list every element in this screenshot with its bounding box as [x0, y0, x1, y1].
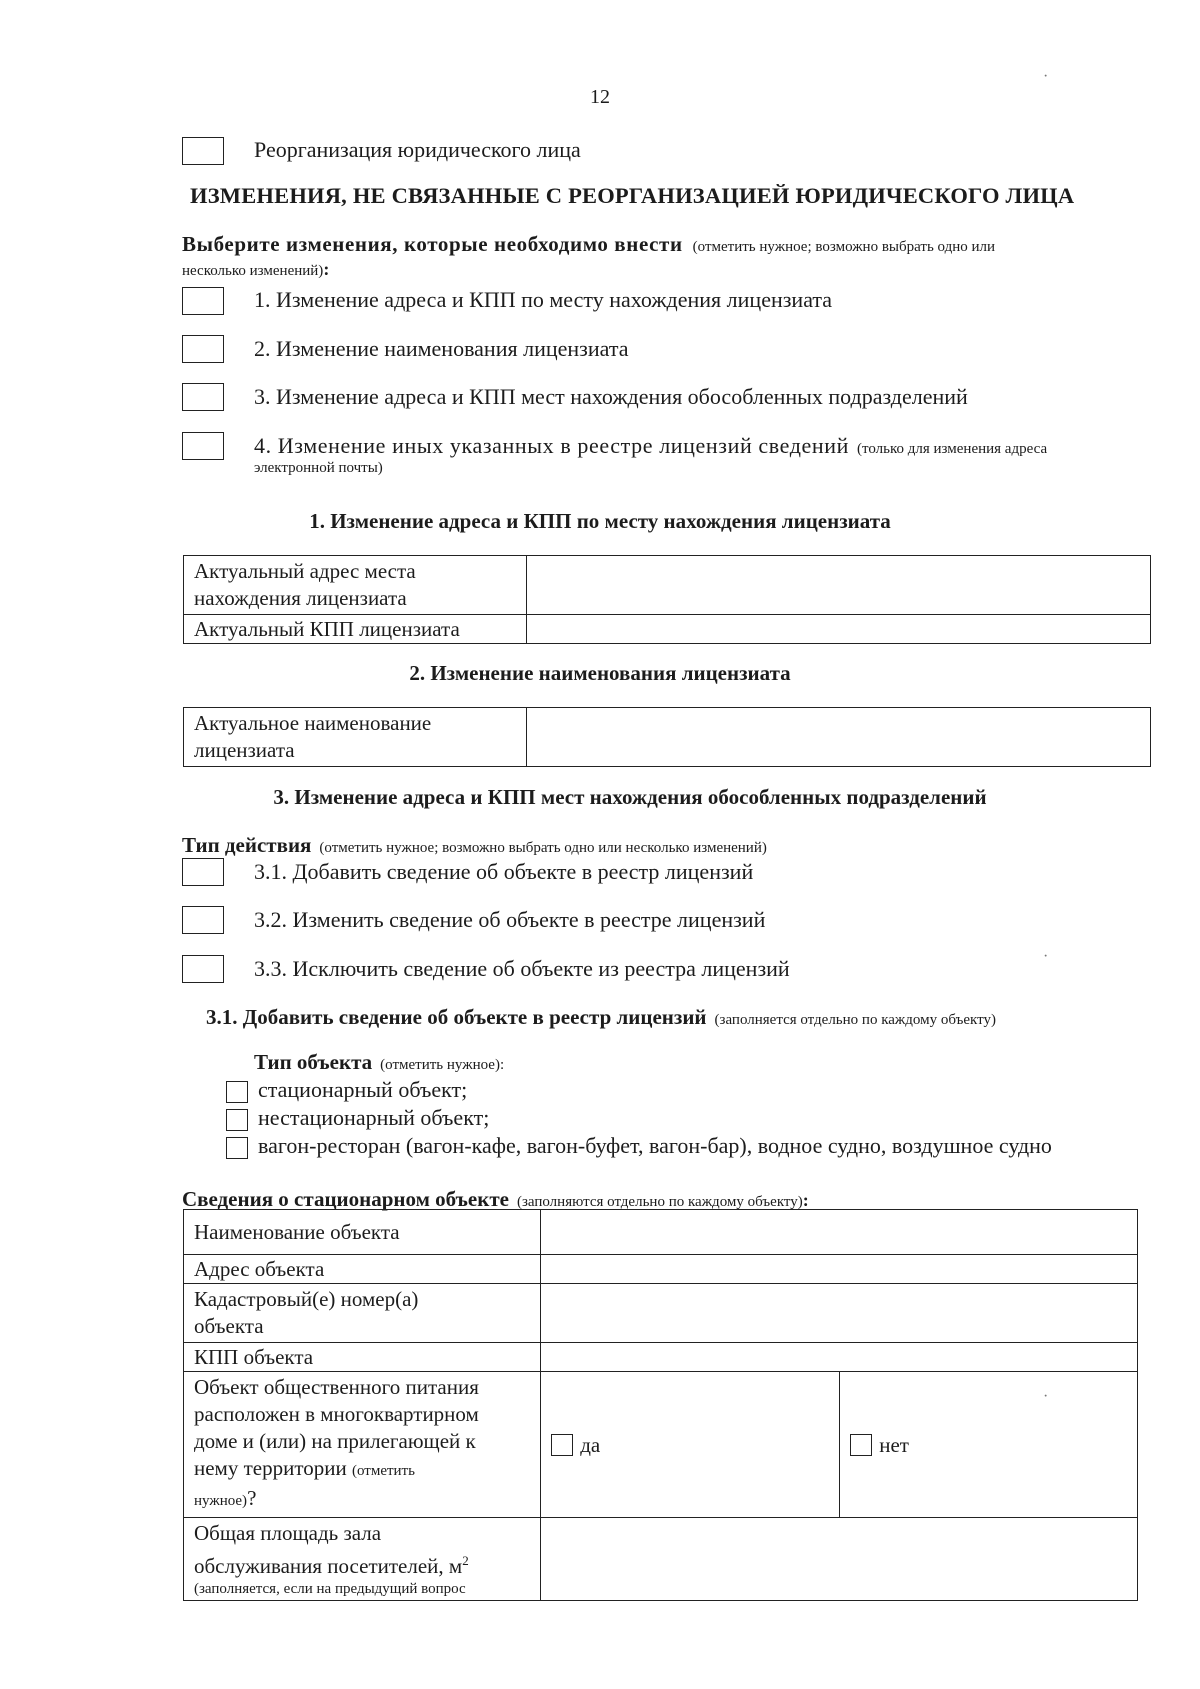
scan-speck: ·: [1043, 68, 1049, 85]
name-label-line2: лицензиата: [194, 738, 295, 762]
stationary-title: Сведения о стационарном объекте: [182, 1187, 509, 1211]
type-nonstationary-checkbox[interactable]: [226, 1109, 248, 1131]
cadastral-line1: Кадастровый(е) номер(а): [194, 1287, 419, 1311]
object-kpp-label: КПП объекта: [184, 1343, 541, 1372]
section1-table: [183, 555, 1151, 644]
mkd-question-mark: ?: [247, 1486, 257, 1510]
select-changes-colon: :: [323, 259, 330, 279]
mkd-line4: нему территории: [194, 1456, 347, 1480]
mkd-no-cell: [840, 1372, 1138, 1518]
table-row: [184, 1210, 1138, 1255]
action-3-checkbox[interactable]: [182, 955, 224, 983]
name-value-cell[interactable]: [527, 708, 1151, 767]
change-4-checkbox[interactable]: [182, 432, 224, 460]
change-2-label: 2. Изменение наименования лицензиата: [254, 336, 629, 361]
stationary-table: [183, 1209, 1138, 1601]
change-4-line: [254, 433, 1047, 459]
change-2-checkbox[interactable]: [182, 335, 224, 363]
mkd-yes-checkbox[interactable]: [551, 1434, 573, 1456]
scan-speck: ·: [1043, 1388, 1049, 1405]
address-label-line2: нахождения лицензиата: [194, 586, 407, 610]
object-type-line: [254, 1050, 504, 1075]
mkd-yes-label: да: [580, 1432, 601, 1457]
kpp-value-cell[interactable]: [527, 615, 1151, 644]
object-address-value[interactable]: [541, 1255, 1138, 1284]
table-row: [184, 1284, 1138, 1343]
mkd-yes-cell: [541, 1372, 840, 1518]
table-row: [184, 556, 1151, 615]
area-line1: Общая площадь зала: [194, 1521, 382, 1545]
action-type-note: (отметить нужное; возможно выбрать одно или несколько изменений): [319, 840, 767, 856]
stationary-note: (заполняются отдельно по каждому объекту): [516, 1194, 803, 1210]
change-4-label: 4. Изменение иных указанных в реестре лицензий сведений: [254, 433, 849, 458]
table-row: [184, 615, 1151, 644]
action-2-label: 3.2. Изменить сведение об объекте в реестре лицензий: [254, 907, 766, 932]
object-name-label: Наименование объекта: [184, 1210, 541, 1255]
scan-speck: ·: [1043, 948, 1049, 965]
main-heading: ИЗМЕНЕНИЯ, НЕ СВЯЗАННЫЕ С РЕОРГАНИЗАЦИЕЙ ЮРИДИЧЕСКОГО ЛИЦА: [190, 183, 1075, 208]
area-value[interactable]: [541, 1518, 1138, 1601]
mkd-no-label: нет: [879, 1432, 909, 1457]
reorg-checkbox[interactable]: [182, 137, 224, 165]
table-row: [184, 1518, 1138, 1601]
action-type-bold: Тип действия: [182, 833, 312, 857]
mkd-line5-wrap: [194, 1485, 530, 1515]
cadastral-line2: объекта: [194, 1314, 264, 1338]
action-1-checkbox[interactable]: [182, 858, 224, 886]
type-nonstationary-label: нестационарный объект;: [258, 1105, 490, 1130]
cadastral-value[interactable]: [541, 1284, 1138, 1343]
select-changes-note: (отметить нужное; возможно выбрать одно или: [692, 239, 996, 255]
name-label-cell: [184, 708, 527, 767]
area-sup: 2: [462, 1553, 469, 1568]
cadastral-label: [184, 1284, 541, 1343]
object-address-label: Адрес объекта: [184, 1255, 541, 1284]
select-changes-bold: Выберите изменения, которые необходимо внести: [182, 232, 683, 256]
table-row: [184, 708, 1151, 767]
stationary-colon: :: [802, 1190, 809, 1210]
section2-table: [183, 707, 1151, 767]
change-4-note2: электронной почты): [254, 460, 383, 476]
mkd-label: [184, 1372, 541, 1518]
name-label-line1: Актуальное наименование: [194, 711, 432, 735]
object-type-bold: Тип объекта: [254, 1050, 373, 1074]
section3-title: 3. Изменение адреса и КПП мест нахождения обособленных подразделений: [273, 785, 987, 809]
reorg-label: Реорганизация юридического лица: [254, 137, 581, 162]
action-1-label: 3.1. Добавить сведение об объекте в реестр лицензий: [254, 859, 754, 884]
table-row: [184, 1343, 1138, 1372]
area-line2-wrap: [194, 1547, 530, 1580]
change-3-label: 3. Изменение адреса и КПП мест нахождения обособленных подразделений: [254, 384, 968, 409]
action-type-line: [182, 833, 767, 858]
section31-note: (заполняется отдельно по каждому объекту): [714, 1012, 996, 1028]
change-4-note: (только для изменения адреса: [857, 441, 1048, 457]
change-1-checkbox[interactable]: [182, 287, 224, 315]
mkd-line4-wrap: [194, 1455, 530, 1485]
mkd-note2: нужное): [194, 1493, 248, 1509]
page-number: 12: [590, 86, 610, 108]
kpp-label-cell: Актуальный КПП лицензиата: [184, 615, 527, 644]
address-value-cell[interactable]: [527, 556, 1151, 615]
section31-title-line: [206, 1005, 996, 1030]
section2-title: 2. Изменение наименования лицензиата: [409, 661, 791, 685]
area-note: (заполняется, если на предыдущий вопрос: [194, 1581, 466, 1597]
action-2-checkbox[interactable]: [182, 906, 224, 934]
object-kpp-value[interactable]: [541, 1343, 1138, 1372]
type-wagon-label: вагон-ресторан (вагон-кафе, вагон-буфет, вагон-бар), водное судно, воздушное судно: [258, 1133, 1052, 1158]
select-changes-line: [182, 232, 1152, 257]
table-row: [184, 1372, 1138, 1518]
object-type-note: (отметить нужное):: [380, 1057, 505, 1073]
type-wagon-checkbox[interactable]: [226, 1137, 248, 1159]
select-changes-line2: [182, 259, 329, 280]
object-name-value[interactable]: [541, 1210, 1138, 1255]
area-line2: обслуживания посетителей, м: [194, 1554, 463, 1578]
section1-title: 1. Изменение адреса и КПП по месту нахождения лицензиата: [309, 509, 891, 533]
mkd-note1: (отметить: [351, 1463, 415, 1479]
mkd-no-checkbox[interactable]: [850, 1434, 872, 1456]
section31-title: 3.1. Добавить сведение об объекте в реестр лицензий: [206, 1005, 707, 1029]
type-stationary-label: стационарный объект;: [258, 1077, 468, 1102]
area-label: [184, 1518, 541, 1601]
mkd-line2: расположен в многоквартирном: [194, 1402, 479, 1426]
table-row: [184, 1255, 1138, 1284]
address-label-line1: Актуальный адрес места: [194, 559, 416, 583]
type-stationary-checkbox[interactable]: [226, 1081, 248, 1103]
action-3-label: 3.3. Исключить сведение об объекте из реестра лицензий: [254, 956, 790, 981]
address-label-cell: [184, 556, 527, 615]
select-changes-note2: несколько изменений): [182, 263, 324, 279]
change-1-label: 1. Изменение адреса и КПП по месту нахождения лицензиата: [254, 287, 833, 312]
change-3-checkbox[interactable]: [182, 383, 224, 411]
mkd-line1: Объект общественного питания: [194, 1375, 479, 1399]
mkd-line3: доме и (или) на прилегающей к: [194, 1429, 476, 1453]
